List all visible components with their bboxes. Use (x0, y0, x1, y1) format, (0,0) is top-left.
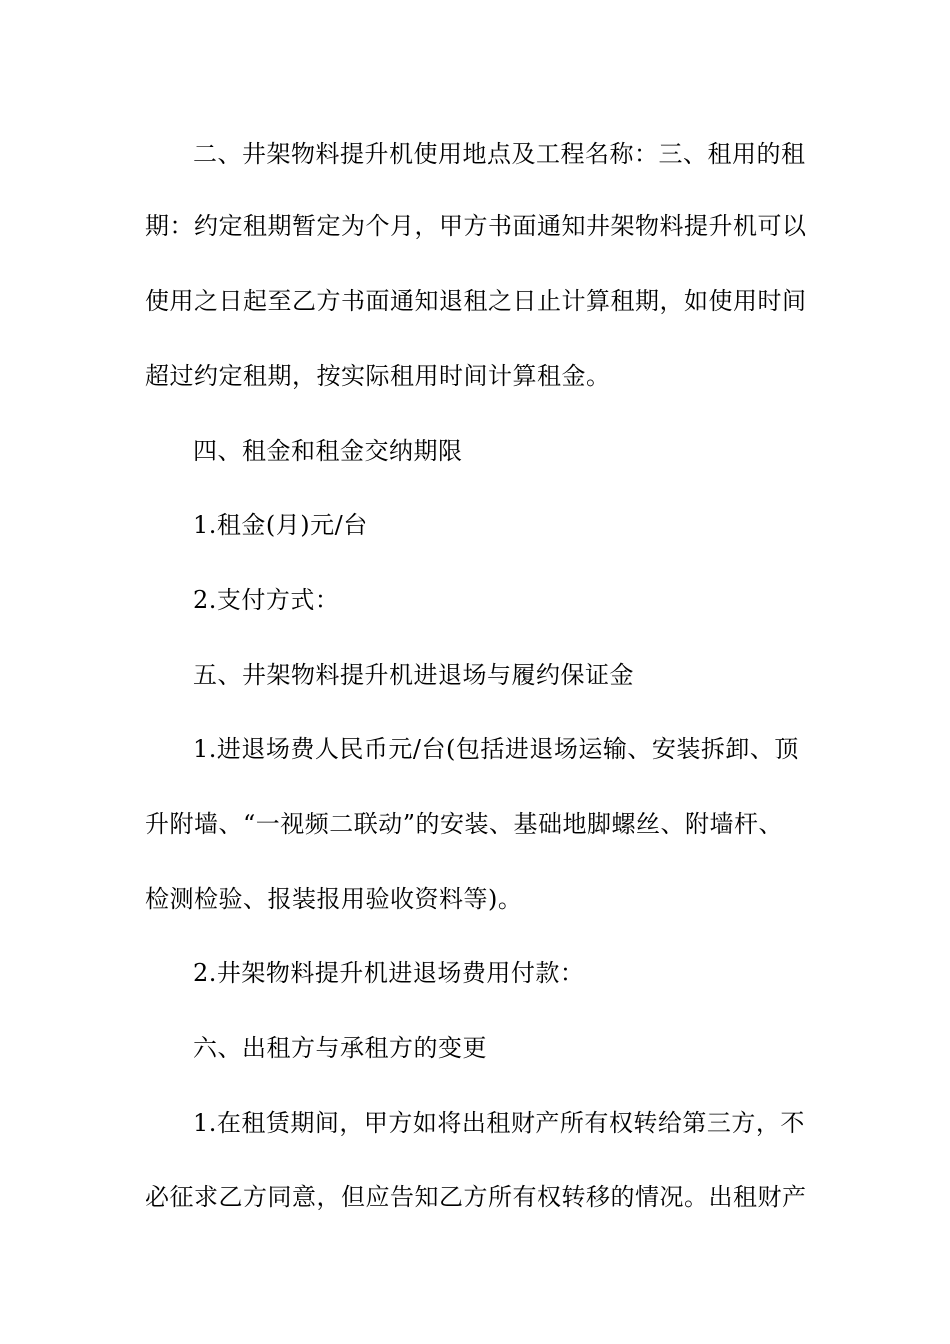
paragraph-line: 必征求乙方同意，但应告知乙方所有权转移的情况。出租财产 (145, 1183, 807, 1211)
paragraph-line: 1.租金(月)元/台 (193, 511, 368, 539)
paragraph-line: 2.支付方式： (193, 586, 340, 614)
paragraph-line: 超过约定租期，按实际租用时间计算租金。 (145, 362, 611, 390)
paragraph-line: 1.进退场费人民币元/台(包括进退场运输、安装拆卸、顶 (193, 735, 799, 763)
paragraph-line: 检测检验、报装报用验收资料等)。 (145, 885, 523, 913)
section-heading: 六、出租方与承租方的变更 (193, 1034, 487, 1062)
paragraph-line: 1.在租赁期间，甲方如将出租财产所有权转给第三方，不 (193, 1109, 805, 1137)
section-heading: 四、租金和租金交纳期限 (193, 437, 463, 465)
paragraph-line: 使用之日起至乙方书面通知退租之日止计算租期，如使用时间 (145, 287, 807, 315)
paragraph-line: 期：约定租期暂定为个月，甲方书面通知井架物料提升机可以 (145, 212, 807, 240)
paragraph-line: 升附墙、“一视频二联动”的安装、基础地脚螺丝、附墙杆、 (145, 810, 784, 838)
section-heading: 五、井架物料提升机进退场与履约保证金 (193, 661, 634, 689)
paragraph-line: 二、井架物料提升机使用地点及工程名称：三、租用的租 (193, 140, 806, 168)
paragraph-line: 2.井架物料提升机进退场费用付款： (193, 959, 585, 987)
